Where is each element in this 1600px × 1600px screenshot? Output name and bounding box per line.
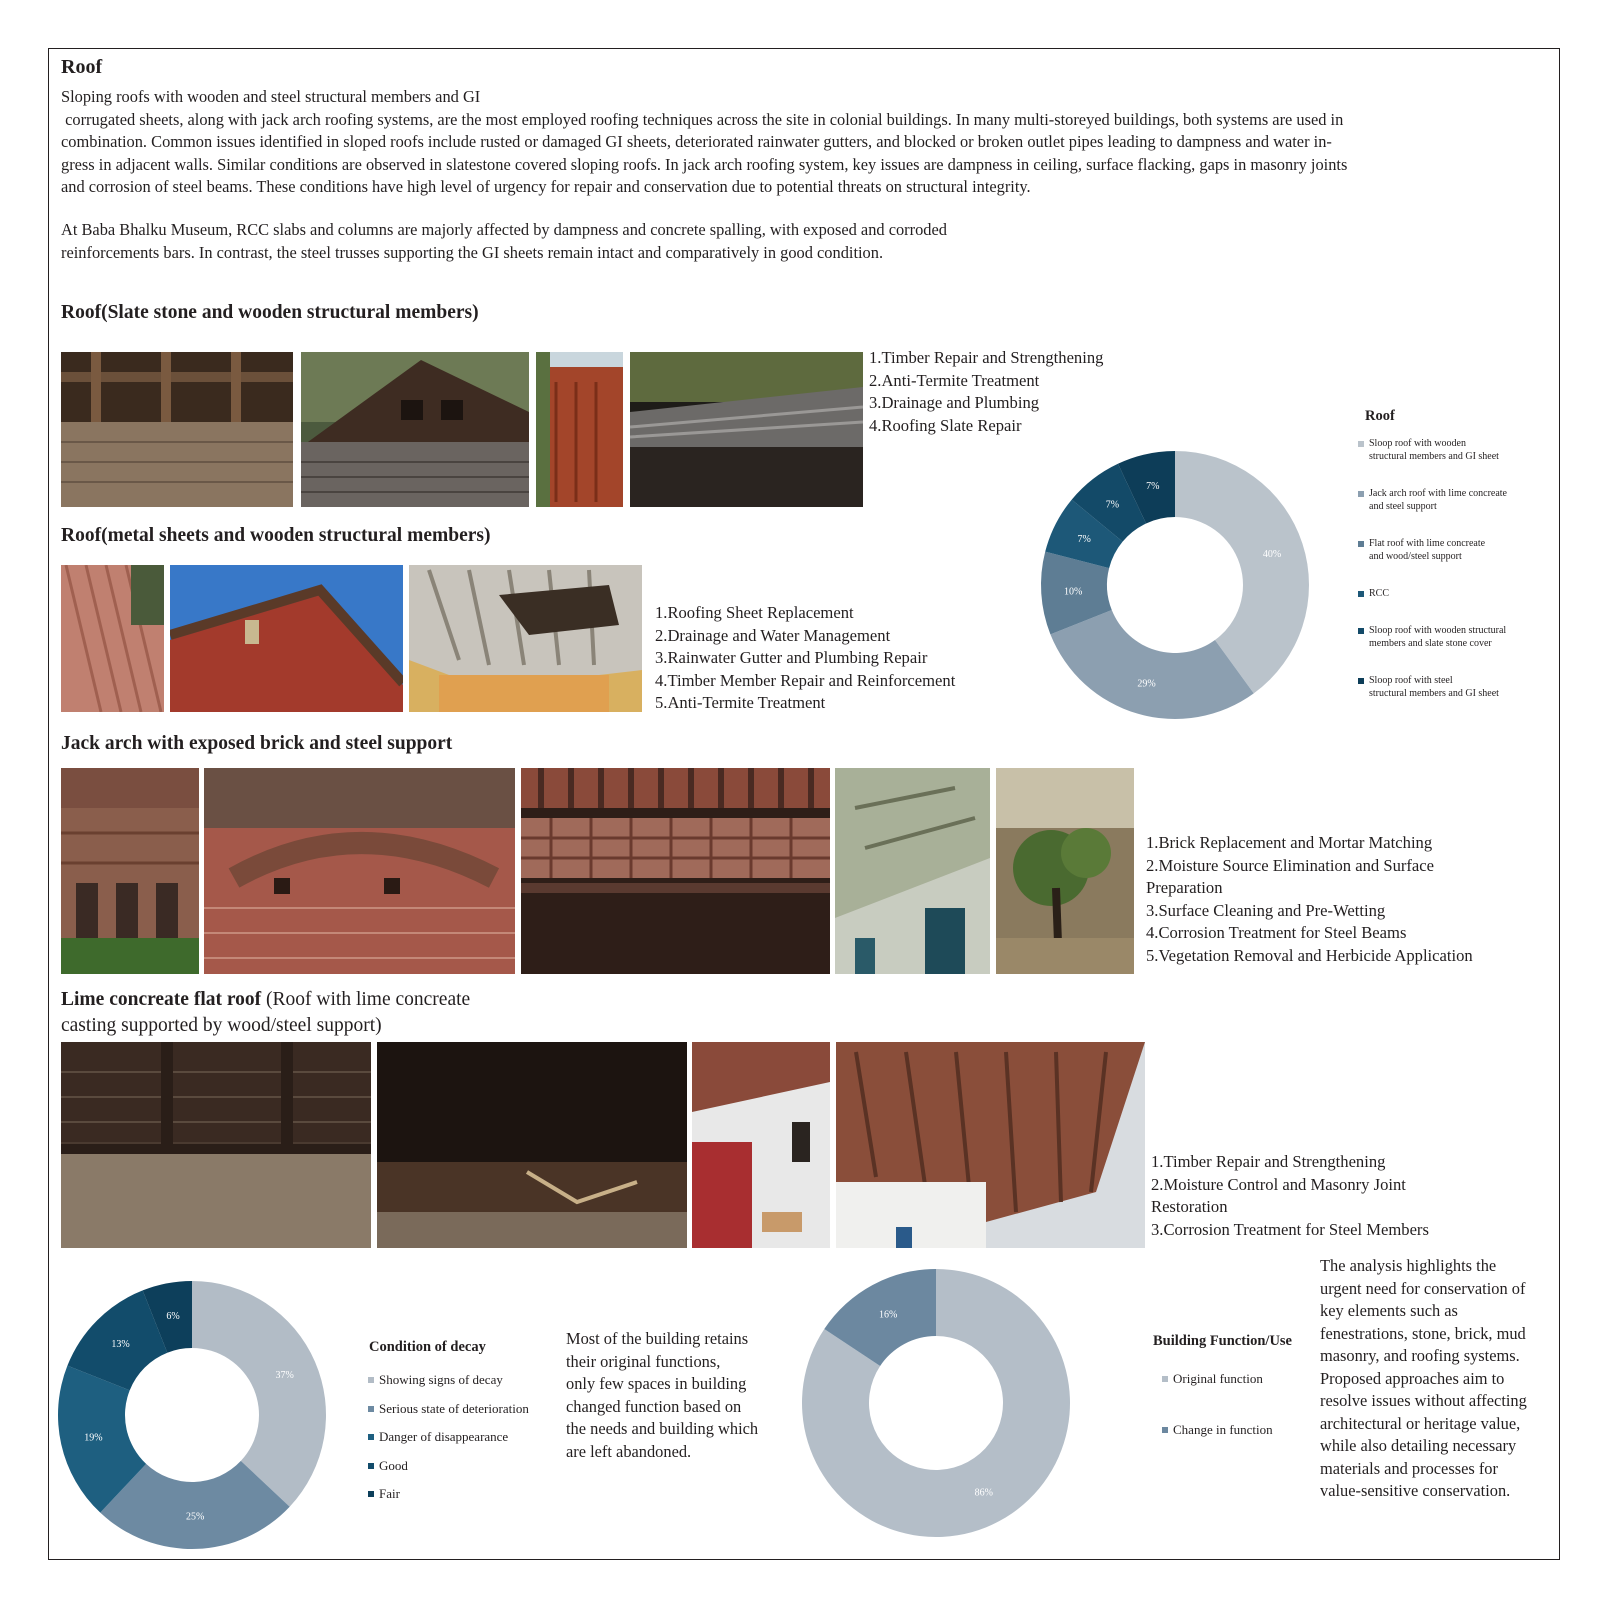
- legend-item: [368, 1486, 568, 1502]
- section-title-lime-line2: casting supported by wood/steel support): [61, 1015, 382, 1036]
- step-item: 3.Corrosion Treatment for Steel Members: [1151, 1219, 1429, 1239]
- step-item: 2.Anti-Termite Treatment: [869, 370, 1040, 390]
- conclusion-paragraph: [1320, 1255, 1527, 1503]
- legend-swatch: [1358, 591, 1364, 597]
- legend-label: Showing signs of decay: [379, 1372, 503, 1387]
- legend-item: [1162, 1422, 1302, 1438]
- function-donut-chart: [801, 1268, 1071, 1538]
- photo-slate-roof: [630, 352, 863, 507]
- photo-lime-ceiling: [61, 1042, 371, 1248]
- intro-paragraph-2: [61, 219, 1531, 264]
- intro-line: gress in adjacent walls. Similar conditions are observed in slatestone covered sloping roofs. In jack arch roofing system, key issues are dampness in ceiling, surface flacking, gaps in masonry joints: [61, 154, 1348, 174]
- slice-label: 29%: [1137, 678, 1156, 690]
- legend-swatch: [1358, 441, 1364, 447]
- legend-swatch: [1162, 1427, 1168, 1433]
- conclusion-line: value-sensitive conservation.: [1320, 1481, 1511, 1500]
- roof-legend: [1358, 437, 1558, 724]
- section-title-jack-arch: Jack arch with exposed brick and steel support: [61, 733, 453, 754]
- legend-label: Sloop roof with wooden structural members and GI sheet: [1369, 438, 1499, 462]
- photo-jack-vegetation: [996, 768, 1134, 974]
- function-paragraph: [566, 1328, 758, 1463]
- donut-slice: [192, 1281, 326, 1507]
- legend-swatch: [1162, 1376, 1168, 1382]
- step-item: Restoration: [1151, 1197, 1228, 1216]
- decay-legend: [368, 1372, 568, 1515]
- legend-item: [368, 1458, 568, 1474]
- legend-item: [368, 1401, 568, 1417]
- conclusion-line: resolve issues without affecting: [1320, 1391, 1527, 1410]
- legend-item: [368, 1372, 568, 1388]
- section-title-lime-rest: (Roof with lime concreate: [261, 989, 471, 1010]
- conclusion-line: key elements such as: [1320, 1301, 1458, 1320]
- step-item: 2.Moisture Source Elimination and Surface: [1146, 855, 1435, 875]
- intro-line: Sloping roofs with wooden and steel structural members and GI: [61, 87, 481, 106]
- photo-slate-door: [536, 352, 623, 507]
- step-item: 4.Timber Member Repair and Reinforcement: [655, 670, 956, 690]
- legend-label: Sloop roof with wooden structural members and slate stone cover: [1369, 625, 1507, 649]
- intro-line: and corrosion of steel beams. These conditions have high level of urgency for repair and conservation due to potential threats on structural integrity.: [61, 177, 1031, 197]
- slice-label: 7%: [1105, 499, 1120, 511]
- intro-line: combination. Common issues identified in sloped roofs include rusted or damaged GI sheets, deteriorated rainwater gutters, and blocked or broken outlet pipes leading to dampness and water in-: [61, 132, 1332, 152]
- step-item: 3.Drainage and Plumbing: [869, 393, 1040, 412]
- intro-line: corrugated sheets, along with jack arch roofing systems, are the most employed roofing techniques across the site in colonial buildings. In many multi-storeyed buildings, both systems are used in: [61, 109, 1344, 129]
- legend-label: Jack arch roof with lime concreate and steel support: [1369, 488, 1507, 512]
- legend-label: Good: [379, 1457, 408, 1473]
- photo-slate-gable: [301, 352, 529, 507]
- legend-swatch: [1358, 541, 1364, 547]
- legend-swatch: [368, 1434, 374, 1440]
- legend-label: Flat roof with lime concreate and wood/steel support: [1369, 538, 1486, 562]
- function-line: their original functions,: [566, 1351, 721, 1371]
- slice-label: 13%: [111, 1338, 130, 1350]
- legend-swatch: [368, 1406, 374, 1412]
- legend-label: Fair: [379, 1486, 400, 1501]
- intro-line: reinforcements bars. In contrast, the steel trusses supporting the GI sheets remain intact and comparatively in good condition.: [61, 242, 884, 262]
- step-item: Preparation: [1146, 878, 1223, 897]
- slice-label: 6%: [166, 1311, 180, 1323]
- conclusion-line: materials and processes for: [1320, 1458, 1498, 1478]
- legend-label: Original function: [1173, 1371, 1263, 1386]
- step-item: 5.Anti-Termite Treatment: [655, 693, 826, 712]
- step-item: 4.Roofing Slate Repair: [869, 415, 1022, 435]
- legend-item: [1358, 537, 1558, 563]
- legend-label: Sloop roof with steel structural members and GI sheet: [1369, 675, 1499, 699]
- photo-metal-soffit: [409, 565, 642, 712]
- legend-item: [1358, 487, 1558, 513]
- slice-label: 37%: [275, 1370, 294, 1382]
- step-item: 2.Moisture Control and Masonry Joint: [1151, 1174, 1406, 1194]
- steps-metal: [655, 602, 955, 715]
- steps-slate: [869, 347, 1103, 437]
- legend-swatch: [368, 1463, 374, 1469]
- slice-label: 7%: [1077, 534, 1091, 546]
- conclusion-line: masonry, and roofing systems.: [1320, 1346, 1520, 1365]
- conclusion-line: urgent need for conservation of: [1320, 1278, 1526, 1298]
- step-item: 5.Vegetation Removal and Herbicide Application: [1146, 945, 1473, 965]
- conclusion-line: The analysis highlights the: [1320, 1256, 1497, 1275]
- legend-label: Serious state of deterioration: [379, 1400, 529, 1416]
- legend-swatch: [1358, 491, 1364, 497]
- step-item: 2.Drainage and Water Management: [655, 625, 891, 645]
- slice-label: 7%: [1146, 480, 1160, 492]
- intro-paragraph-1: [61, 86, 1531, 199]
- step-item: 1.Timber Repair and Strengthening: [1151, 1152, 1386, 1171]
- conclusion-line: while also detailing necessary: [1320, 1436, 1517, 1455]
- step-item: 3.Rainwater Gutter and Plumbing Repair: [655, 648, 928, 667]
- photo-metal-sheet: [61, 565, 164, 712]
- legend-swatch: [1358, 628, 1364, 634]
- slice-label: 40%: [1262, 548, 1282, 560]
- legend-swatch: [368, 1491, 374, 1497]
- conclusion-line: Proposed approaches aim to: [1320, 1368, 1505, 1388]
- photo-lime-beam: [377, 1042, 687, 1248]
- function-line: Most of the building retains: [566, 1329, 749, 1348]
- step-item: 1.Timber Repair and Strengthening: [869, 348, 1104, 367]
- function-legend-title: Building Function/Use: [1153, 1333, 1292, 1349]
- conclusion-line: fenestrations, stone, brick, mud: [1320, 1323, 1526, 1343]
- photo-jack-ceiling: [835, 768, 990, 974]
- legend-item: [1358, 674, 1558, 700]
- legend-label: Danger of disappearance: [379, 1429, 509, 1444]
- photo-jack-beam: [521, 768, 830, 974]
- function-line: changed function based on: [566, 1396, 742, 1416]
- photo-lime-corridor: [692, 1042, 830, 1248]
- decay-donut-chart: [57, 1280, 327, 1550]
- step-item: 3.Surface Cleaning and Pre-Wetting: [1146, 900, 1386, 920]
- function-line: only few spaces in building: [566, 1374, 747, 1393]
- slice-label: 25%: [186, 1511, 205, 1523]
- page-title: Roof: [61, 56, 103, 78]
- function-legend: [1162, 1371, 1302, 1473]
- donut-slice: [1050, 610, 1253, 719]
- legend-item: [368, 1429, 568, 1445]
- decay-legend-title: Condition of decay: [369, 1339, 486, 1355]
- photo-metal-gable: [170, 565, 403, 712]
- slice-label: 16%: [879, 1309, 898, 1321]
- conclusion-line: architectural or heritage value,: [1320, 1413, 1521, 1433]
- intro-line: At Baba Bhalku Museum, RCC slabs and columns are majorly affected by dampness and concrete spalling, with exposed and corroded: [61, 220, 947, 239]
- section-title-lime: [61, 987, 470, 1039]
- function-line: the needs and building which: [566, 1419, 759, 1438]
- legend-item: [1358, 437, 1558, 463]
- slice-label: 86%: [974, 1487, 993, 1499]
- section-title-lime-bold: Lime concreate flat roof: [61, 989, 262, 1010]
- photo-jack-facade: [61, 768, 199, 974]
- section-title-metal: Roof(metal sheets and wooden structural members): [61, 525, 491, 546]
- roof-legend-title: Roof: [1365, 408, 1395, 424]
- section-title-slate: Roof(Slate stone and wooden structural members): [61, 302, 479, 323]
- photo-lime-overhang: [836, 1042, 1145, 1248]
- legend-item: [1358, 624, 1558, 650]
- slice-label: 19%: [84, 1432, 103, 1444]
- roof-donut-chart: [1030, 440, 1320, 730]
- legend-swatch: [368, 1377, 374, 1383]
- function-line: are left abandoned.: [566, 1441, 692, 1461]
- steps-jack-arch: [1146, 832, 1473, 967]
- step-item: 4.Corrosion Treatment for Steel Beams: [1146, 923, 1407, 942]
- step-item: 1.Roofing Sheet Replacement: [655, 603, 854, 622]
- slice-label: 10%: [1064, 586, 1083, 598]
- photo-slate-eaves: [61, 352, 293, 507]
- photo-jack-arch: [204, 768, 515, 974]
- legend-item: [1358, 587, 1558, 600]
- legend-label: RCC: [1369, 588, 1390, 599]
- steps-lime: [1151, 1151, 1429, 1241]
- legend-label: Change in function: [1173, 1422, 1273, 1437]
- step-item: 1.Brick Replacement and Mortar Matching: [1146, 833, 1433, 852]
- legend-item: [1162, 1371, 1302, 1387]
- legend-swatch: [1358, 678, 1364, 684]
